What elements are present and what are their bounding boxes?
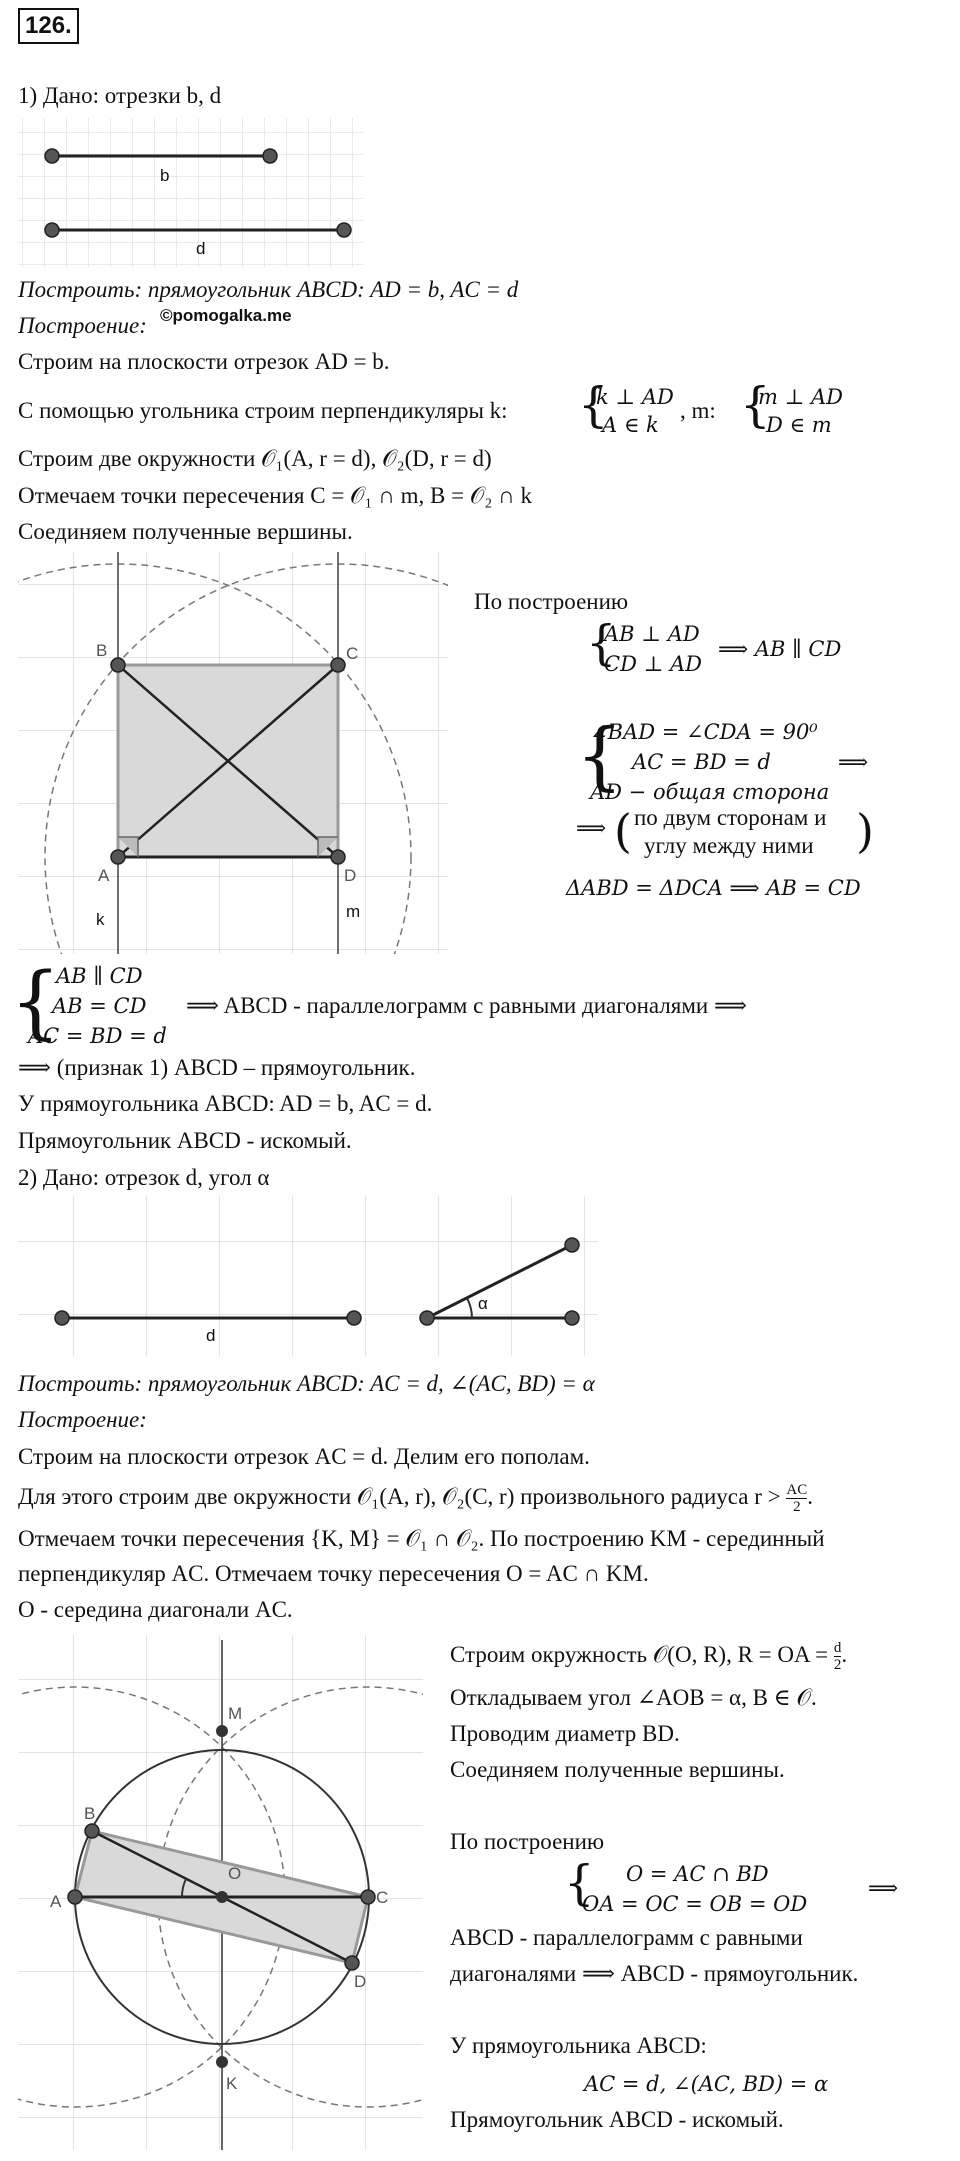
part2-r4: Соединяем полученные вершины. xyxy=(450,1757,785,1782)
part2-r9: У прямоугольника ABCD: xyxy=(450,2033,707,2058)
part2-r10: AC = d, ∠(AC, BD) = α xyxy=(584,2072,829,2096)
fig3-label-d: d xyxy=(206,1326,216,1345)
proof2-arrow2: ⟹ xyxy=(576,816,607,840)
part2-r5: По построению xyxy=(450,1829,605,1854)
part2-r1-end: . xyxy=(841,1641,848,1667)
part2-r6-l2: OA = OC = OB = OD xyxy=(582,1892,808,1916)
fig4-label-B: B xyxy=(84,1804,96,1823)
proof1-l2: CD ⊥ AD xyxy=(604,652,703,676)
proof2-l3: AD − общая сторона xyxy=(590,780,830,804)
part1-step4: Отмечаем точки пересечения C = 𝒪₁ ∩ m, B = 𝒪₂ ∩ k xyxy=(18,483,532,508)
part2-r1-frac-top: d xyxy=(833,1640,842,1656)
figure-segment-d-angle-alpha xyxy=(18,1196,598,1356)
part2-r2: Откладываем угол ∠AOB = α, B ∈ 𝒪. xyxy=(450,1685,817,1710)
proof2-b2: углу между ними xyxy=(644,833,814,858)
figure-rectangle-diagonal-angle xyxy=(0,1635,578,2150)
brace-proof1: { xyxy=(586,615,617,671)
proof2-l2: AC = BD = d xyxy=(632,750,771,774)
brace-k: { xyxy=(578,377,609,433)
proof2-b1: по двум сторонам и xyxy=(634,805,827,830)
part2-step2-end: . xyxy=(807,1483,813,1509)
part1-k1: k ⊥ AD xyxy=(596,385,674,409)
proof2-l1: ∠BAD = ∠CDA = 90⁰ xyxy=(590,720,818,744)
fig4-label-O: O xyxy=(228,1864,242,1883)
paren-left: ( xyxy=(614,804,632,858)
part1-step2-text: С помощью угольника строим перпендикуляры k: xyxy=(18,398,508,423)
paren-right: ) xyxy=(856,804,874,858)
part2-step5: O - середина диагонали AC. xyxy=(18,1597,293,1622)
proof-title: По построению xyxy=(474,589,629,614)
problem-number: 126. xyxy=(18,8,79,44)
concl-l2: AB = CD xyxy=(52,994,147,1018)
proof2-res: ΔABD = ΔDCA ⟹ AB = CD xyxy=(566,876,861,900)
fig2-label-A: A xyxy=(98,866,110,885)
proof1-res: ⟹ AB ∥ CD xyxy=(718,637,842,661)
fig1-label-d: d xyxy=(196,239,206,258)
fig4-label-C: C xyxy=(376,1888,389,1907)
fig4-label-M: M xyxy=(228,1704,243,1723)
part1-construction-label: Построение: xyxy=(18,313,147,338)
brace-m: { xyxy=(740,377,771,433)
part1-construct: Построить: прямоугольник ABCD: AD = b, AC = d xyxy=(18,277,519,302)
part1-m1: m ⊥ AD xyxy=(758,385,844,409)
part1-step5: Соединяем полученные вершины. xyxy=(18,519,353,544)
brace-proof2: { xyxy=(576,713,624,799)
part2-step3: Отмечаем точки пересечения {K, M} = 𝒪₁ ∩ 𝒪₂. По построению KM - серединный xyxy=(18,1526,825,1551)
brace-concl: { xyxy=(10,955,61,1048)
brace-r6: { xyxy=(564,1855,595,1911)
fig4-label-D: D xyxy=(354,1972,367,1991)
part1-m2: D ∈ m xyxy=(766,413,832,437)
part2-r6-arrow: ⟹ xyxy=(868,1876,899,1900)
part2-frac-bot: 2 xyxy=(793,1499,801,1515)
concl-l1: AB ∥ CD xyxy=(56,964,143,988)
part2-r3: Проводим диаметр BD. xyxy=(450,1721,680,1746)
part2-step4: перпендикуляр AC. Отмечаем точку пересечения O = AC ∩ KM. xyxy=(18,1561,649,1586)
figure-segments-b-d xyxy=(18,118,363,268)
part2-given: 2) Дано: отрезок d, угол α xyxy=(18,1165,270,1190)
part1-step2-mid: , m: xyxy=(680,398,716,423)
fig3-label-alpha: α xyxy=(478,1294,488,1313)
fig2-label-m: m xyxy=(346,902,361,921)
fig2-label-B: B xyxy=(96,641,108,660)
concl-l3: AC = BD = d xyxy=(28,1024,167,1048)
part2-construct: Построить: прямоугольник ABCD: AC = d, ∠(AC, BD) = α xyxy=(18,1371,595,1396)
part2-step2-text: Для этого строим две окружности 𝒪₁(A, r), 𝒪₂(C, r) произвольного радиуса r > xyxy=(18,1483,781,1509)
part2-r11: Прямоугольник ABCD - искомый. xyxy=(450,2107,784,2132)
part1-step3: Строим две окружности 𝒪₁(A, r = d), 𝒪₂(D, r = d) xyxy=(18,446,492,471)
proof1-l1: AB ⊥ AD xyxy=(604,622,700,646)
fig2-label-D: D xyxy=(344,866,357,885)
fig2-label-k: k xyxy=(96,910,105,929)
fig1-label-b: b xyxy=(160,166,170,185)
part1-step1: Строим на плоскости отрезок AD = b. xyxy=(18,349,390,374)
part1-k2: A ∈ k xyxy=(602,413,659,437)
part2-step2-frac xyxy=(786,1482,807,1515)
part2-construction-label: Построение: xyxy=(18,1407,147,1432)
part2-r1 xyxy=(450,1640,847,1673)
concl-res: ⟹ ABCD - параллелограмм с равными диагоналями ⟹ xyxy=(186,993,747,1018)
fig2-label-C: C xyxy=(346,644,359,663)
concl3: У прямоугольника ABCD: AD = b, AC = d. xyxy=(18,1091,433,1116)
part2-step2 xyxy=(18,1482,813,1515)
part2-r6-l1: O = AC ∩ BD xyxy=(626,1862,769,1886)
part1-given: 1) Дано: отрезки b, d xyxy=(18,83,222,108)
concl4: Прямоугольник ABCD - искомый. xyxy=(18,1128,352,1153)
part2-frac-top: AC xyxy=(786,1482,808,1498)
fig4-label-K: K xyxy=(226,2074,238,2093)
part2-r1-frac-bot: 2 xyxy=(833,1657,842,1673)
part2-r1-text: Строим окружность 𝒪(O, R), R = OA = xyxy=(450,1641,829,1667)
part2-r7: ABCD - параллелограмм с равными xyxy=(450,1925,803,1950)
fig4-label-A: A xyxy=(50,1892,62,1911)
concl2: ⟹ (признак 1) ABCD – прямоугольник. xyxy=(18,1055,416,1080)
part2-r8: диагоналями ⟹ ABCD - прямоугольник. xyxy=(450,1961,859,1986)
part2-step1: Строим на плоскости отрезок AC = d. Делим его пополам. xyxy=(18,1444,590,1469)
watermark: ©pomogalka.me xyxy=(160,306,292,325)
proof2-arrow: ⟹ xyxy=(838,750,869,774)
